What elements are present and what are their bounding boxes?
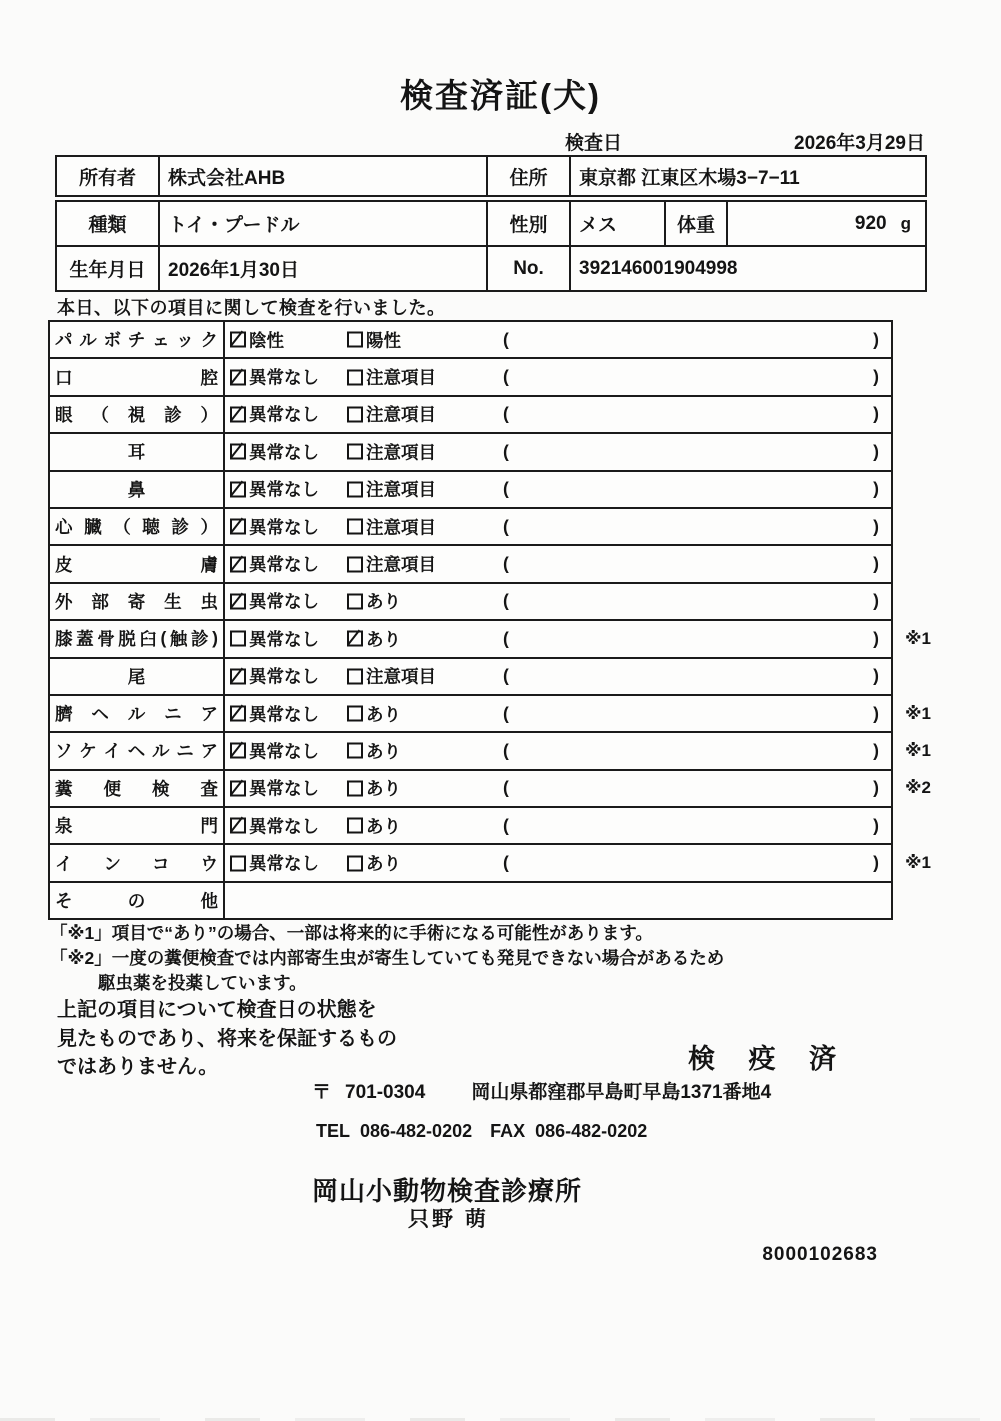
checklist-item-label: パ ル ボ チ ェ ッ ク [50,322,225,357]
checkbox-option2 [347,631,363,647]
checklist-item-label: 臍 ヘ ル ニ ア [50,696,225,731]
fax-number: 086-482-0202 [535,1121,648,1141]
inspection-date-line [0,128,1001,156]
option2 [347,851,401,876]
disclaimer-line3: ではありません。 [57,1056,219,1078]
option1-label: 異常なし [249,666,319,687]
footnote-mark: ※1 [905,740,931,760]
page-title: 検査済証(犬) [400,77,601,114]
option1 [230,552,319,577]
checkbox-option2 [347,481,363,497]
option1-label: 陰性 [249,330,284,351]
paren-close: ) [873,403,879,424]
option1 [230,402,319,427]
checklist-row-content [225,733,931,768]
footnote-1: 「※1」項目で“あり”の場合、一部は将来的に手術になる可能性があります。 [50,923,653,943]
option1 [230,626,319,651]
checklist-row-content [225,771,931,806]
paren-close: ) [873,628,879,649]
footnote-mark: ※1 [905,853,931,873]
checklist-row [50,509,891,546]
footnote-2-line1: 「※2」一度の糞便検査では内部寄生虫が寄生していても発見できない場合があるため [50,948,725,968]
checklist-item-label: 口 腔 [50,359,225,394]
option2-label: あり [366,853,401,874]
option1-label: 異常なし [249,741,319,762]
checkbox-option1 [230,369,246,385]
checkbox-option1 [230,668,246,684]
checklist-item-label: 泉 門 [50,808,225,843]
checklist-item-label: 眼 （ 視 診 ） [50,397,225,432]
number-value: 392146001904998 [579,257,738,279]
disclaimer-line1: 上記の項目について検査日の状態を [57,999,377,1021]
tel-number: 086-482-0202 [360,1121,473,1141]
paren-close: ) [873,815,879,836]
option1-label: 異常なし [249,517,319,538]
checkbox-option1 [230,556,246,572]
checkbox-option2 [347,332,363,348]
paren-open: ( [503,740,509,761]
checklist-item-label: 鼻 [50,472,225,507]
checklist-row-content [225,845,931,880]
animal-info-table [55,200,927,292]
paren-close: ) [873,516,879,537]
checkbox-option1 [230,855,246,871]
checklist-item-label: そ の 他 [50,883,225,918]
veterinarian-name: 只野 萌 [408,1208,489,1231]
checklist-item-label: ソ ケ イ ヘ ル ニ ア [50,733,225,768]
address-label: 住所 [488,157,571,195]
option2 [347,514,436,539]
paren-close: ) [873,478,879,499]
owner-label: 所有者 [57,157,160,195]
checkbox-option2 [347,556,363,572]
clinic-postal-line [312,1077,771,1104]
option2 [347,327,401,352]
checklist-row [50,397,891,434]
paren-close: ) [873,366,879,387]
option1-label: 異常なし [249,704,319,725]
checkbox-option2 [347,406,363,422]
sex-label: 性別 [488,202,571,245]
intro-text: 本日、以下の項目に関して検査を行いました。 [57,298,446,318]
checklist-row-content [225,696,931,731]
weight-unit: g [900,213,911,233]
paren-close: ) [873,740,879,761]
breed-label: 種類 [57,202,160,245]
checklist-row [50,696,931,733]
checkbox-option1 [230,593,246,609]
checkbox-option1 [230,743,246,759]
checklist-item-label: イ ン コ ウ [50,845,225,880]
owner-value: 株式会社AHB [160,157,488,195]
checkbox-option2 [347,668,363,684]
checkbox-option2 [347,444,363,460]
option2-label: あり [366,629,401,650]
option1 [230,477,319,502]
disclaimer-line2: 見たものであり、将来を保証するもの [57,1027,397,1050]
clinic-tel-fax-line [316,1121,647,1142]
postal-code: 701-0304 [345,1082,426,1103]
paren-open: ( [503,590,509,611]
checklist-row [50,845,931,882]
checklist-row-content [225,434,891,469]
inspection-date-value: 2026年3月29日 [794,133,925,154]
option1 [230,365,319,390]
checklist-row [50,434,891,471]
checkbox-option2 [347,855,363,871]
option1 [230,327,284,352]
clinic-address: 岡山県都窪郡早島町早島1371番地4 [471,1082,772,1103]
option2 [347,402,436,427]
option1-label: 異常なし [249,479,319,500]
checklist-table [48,320,931,920]
checkbox-option2 [347,519,363,535]
footnote-mark: ※1 [905,628,931,648]
document-number: 8000102683 [762,1244,878,1265]
number-label: No. [488,247,571,290]
checkbox-option2 [347,743,363,759]
checklist-row [50,659,891,696]
option2-label: 注意項目 [366,517,436,538]
checklist-item-label: 皮 膚 [50,546,225,581]
postal-mark: 〒 [312,1082,332,1103]
fax-label: FAX [490,1121,526,1141]
checkbox-option2 [347,369,363,385]
paren-open: ( [503,516,509,537]
option1-label: 異常なし [249,853,319,874]
owner-info-table [55,155,927,197]
paren-close: ) [873,590,879,611]
checklist-row [50,621,931,658]
footnote-mark: ※2 [905,778,931,798]
option1-label: 異常なし [249,367,319,388]
option2-label: 注意項目 [366,367,436,388]
paren-open: ( [503,703,509,724]
checklist-row-content [225,883,891,918]
checklist-row-content [225,584,891,619]
inspection-date-label: 検査日 [565,133,623,154]
checkbox-option1 [230,406,246,422]
option2 [347,776,401,801]
checklist-row-content [225,621,931,656]
checkbox-option1 [230,706,246,722]
option1 [230,851,319,876]
checkbox-option1 [230,332,246,348]
checklist-row-content [225,322,891,357]
option2 [347,738,401,763]
checkbox-option1 [230,818,246,834]
paren-open: ( [503,852,509,873]
option1-label: 異常なし [249,778,319,799]
option1 [230,776,319,801]
option1-label: 異常なし [249,629,319,650]
checklist-row [50,359,891,396]
checklist-row-content [225,397,891,432]
option2 [347,365,436,390]
checkbox-option1 [230,519,246,535]
breed-value: トイ・プードル [160,202,488,245]
option2 [347,664,436,689]
option1 [230,701,319,726]
paren-open: ( [503,628,509,649]
option1 [230,514,319,539]
paren-open: ( [503,366,509,387]
sex-value: メス [571,202,666,245]
checkbox-option1 [230,631,246,647]
quarantine-stamp: 検 疫 済 [688,1044,850,1074]
paren-open: ( [503,441,509,462]
checkbox-option2 [347,706,363,722]
paren-close: ) [873,665,879,686]
option2-label: あり [366,704,401,725]
checklist-row-content [225,808,891,843]
option2-label: 注意項目 [366,442,436,463]
checkbox-option1 [230,780,246,796]
option1 [230,439,319,464]
option2-label: 注意項目 [366,554,436,575]
checklist-row-content [225,659,891,694]
checklist-row [50,883,891,918]
option2 [347,626,401,651]
disclaimer-text [57,996,397,1082]
checklist-row [50,546,891,583]
footnotes [50,921,724,996]
checkbox-option2 [347,593,363,609]
option1-label: 異常なし [249,554,319,575]
option1 [230,738,319,763]
checkbox-option1 [230,444,246,460]
paren-open: ( [503,478,509,499]
option1-label: 異常なし [249,591,319,612]
checklist-row [50,771,931,808]
checkbox-option1 [230,481,246,497]
paren-open: ( [503,403,509,424]
paren-open: ( [503,815,509,836]
option2 [347,552,436,577]
paren-open: ( [503,553,509,574]
paren-open: ( [503,777,509,798]
address-value: 東京都 江東区木場3−7−11 [579,167,800,189]
option2-label: 注意項目 [366,404,436,425]
paren-close: ) [873,777,879,798]
option2 [347,813,401,838]
paren-close: ) [873,329,879,350]
checklist-row-content [225,509,891,544]
clinic-name: 岡山小動物検査診療所 [312,1176,583,1206]
option2 [347,439,436,464]
paren-open: ( [503,329,509,350]
paren-open: ( [503,665,509,686]
checklist-row [50,733,931,770]
option1-label: 異常なし [249,404,319,425]
paren-close: ) [873,553,879,574]
checklist-row [50,584,891,621]
weight-cell [728,202,925,245]
option1-label: 異常なし [249,442,319,463]
checkbox-option2 [347,818,363,834]
checkbox-option2 [347,780,363,796]
option2 [347,589,401,614]
weight-label: 体重 [666,202,728,245]
checklist-item-label: 糞 便 検 査 [50,771,225,806]
checklist-row-content [225,546,891,581]
paren-close: ) [873,441,879,462]
option2-label: 陽性 [366,330,401,351]
paren-close: ) [873,703,879,724]
checklist-row [50,472,891,509]
option2-label: あり [366,778,401,799]
weight-value: 920 [854,212,887,234]
option2-label: あり [366,591,401,612]
birthdate-label: 生年月日 [57,247,160,290]
tel-label: TEL [316,1121,350,1141]
option1-label: 異常なし [249,816,319,837]
option2-label: 注意項目 [366,479,436,500]
option2-label: あり [366,741,401,762]
option2-label: あり [366,816,401,837]
option2-label: 注意項目 [366,666,436,687]
option1 [230,664,319,689]
footnote-2-line2: 駆虫薬を投薬しています。 [98,973,307,993]
option1 [230,813,319,838]
option1 [230,589,319,614]
checklist-item-label: 尾 [50,659,225,694]
checklist-item-label: 膝 蓋 骨 脱 臼 ( 触 診 ) [50,621,225,656]
option2 [347,701,401,726]
checklist-item-label: 外 部 寄 生 虫 [50,584,225,619]
checklist-item-label: 心 臓 （ 聴 診 ） [50,509,225,544]
option2 [347,477,436,502]
checklist-row [50,808,891,845]
checklist-row [50,322,891,359]
checklist-item-label: 耳 [50,434,225,469]
checklist-row-content [225,472,891,507]
birthdate-value: 2026年1月30日 [160,247,488,290]
paren-close: ) [873,852,879,873]
checklist-row-content [225,359,891,394]
footnote-mark: ※1 [905,703,931,723]
